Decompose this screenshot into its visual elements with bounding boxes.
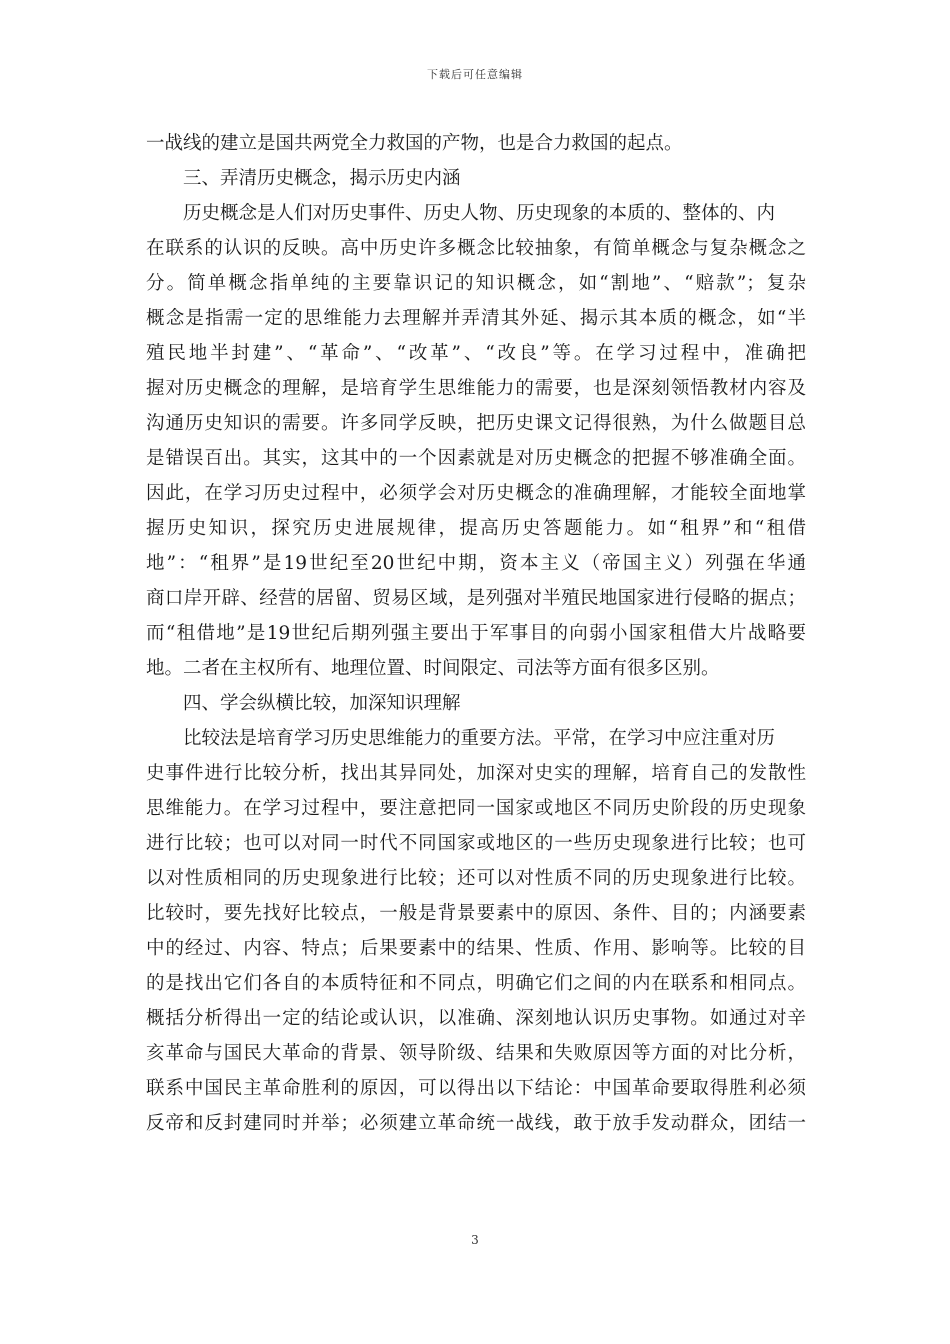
text-line: 概念是指需一定的思维能力去理解并弄清其外延、揭示其本质的概念，如“半 <box>146 308 806 329</box>
text-line: 商口岸开辟、经营的居留、贸易区域，是列强对半殖民地国家进行侵略的据点； <box>146 588 806 609</box>
text-line: 比较时，要先找好比较点，一般是背景要素中的原因、条件、目的；内涵要素 <box>146 903 806 924</box>
text-line: 史事件进行比较分析，找出其异同处，加深对史实的理解，培育自己的发散性 <box>146 763 806 784</box>
text-line: 概括分析得出一定的结论或认识，以准确、深刻地认识历史事物。如通过对辛 <box>146 1008 806 1029</box>
text-line: 分。简单概念指单纯的主要靠识记的知识概念，如“割地”、“赔款”；复杂 <box>146 273 806 294</box>
text-line: 以对性质相同的历史现象进行比较；还可以对性质不同的历史现象进行比较。 <box>146 868 806 889</box>
text-line: 地”：“租界”是19世纪至20世纪中期，资本主义（帝国主义）列强在华通 <box>146 553 806 574</box>
text-line: 握对历史概念的理解，是培育学生思维能力的需要，也是深刻领悟教材内容及 <box>146 378 806 399</box>
page-number: 3 <box>471 1233 479 1247</box>
text-line: 进行比较；也可以对同一时代不同国家或地区的一些历史现象进行比较；也可 <box>146 833 806 854</box>
text-line: 因此，在学习历史过程中，必须学会对历史概念的准确理解，才能较全面地掌 <box>146 483 806 504</box>
section-heading-3: 三、弄清历史概念，揭示历史内涵 <box>183 168 461 189</box>
text-line: 沟通历史知识的需要。许多同学反映，把历史课文记得很熟，为什么做题目总 <box>146 413 806 434</box>
text-line: 握历史知识，探究历史进展规律，提高历史答题能力。如“租界”和“租借 <box>146 518 806 539</box>
text-line: 在联系的认识的反映。高中历史许多概念比较抽象，有简单概念与复杂概念之 <box>146 238 806 259</box>
text-line: 思维能力。在学习过程中，要注意把同一国家或地区不同历史阶段的历史现象 <box>146 798 806 819</box>
page-header: 下载后可任意编辑 <box>427 68 523 81</box>
text-line: 一战线的建立是国共两党全力救国的产物，也是合力救国的起点。 <box>146 133 683 154</box>
text-line: 亥革命与国民大革命的背景、领导阶级、结果和失败原因等方面的对比分析， <box>146 1043 806 1064</box>
section-heading-4: 四、学会纵横比较，加深知识理解 <box>183 693 461 714</box>
text-line: 联系中国民主革命胜利的原因，可以得出以下结论：中国革命要取得胜利必须 <box>146 1078 806 1099</box>
document-body <box>146 126 806 1141</box>
text-line: 是错误百出。其实，这其中的一个因素就是对历史概念的把握不够准确全面。 <box>146 448 806 469</box>
text-line: 反帝和反封建同时并举；必须建立革命统一战线，敢于放手发动群众，团结一 <box>146 1113 806 1134</box>
text-line: 的是找出它们各自的本质特征和不同点，明确它们之间的内在联系和相同点。 <box>146 973 806 994</box>
text-line: 殖民地半封建”、“革命”、“改革”、“改良”等。在学习过程中，准确把 <box>146 343 806 364</box>
text-line: 而“租借地”是19世纪后期列强主要出于军事目的向弱小国家租借大片战略要 <box>146 623 806 644</box>
paragraph-first-line: 历史概念是人们对历史事件、历史人物、历史现象的本质的、整体的、内 <box>183 203 776 224</box>
paragraph-first-line: 比较法是培育学习历史思维能力的重要方法。平常，在学习中应注重对历 <box>183 728 776 749</box>
text-line: 中的经过、内容、特点；后果要素中的结果、性质、作用、影响等。比较的目 <box>146 938 806 959</box>
text-line: 地。二者在主权所有、地理位置、时间限定、司法等方面有很多区别。 <box>146 658 720 679</box>
